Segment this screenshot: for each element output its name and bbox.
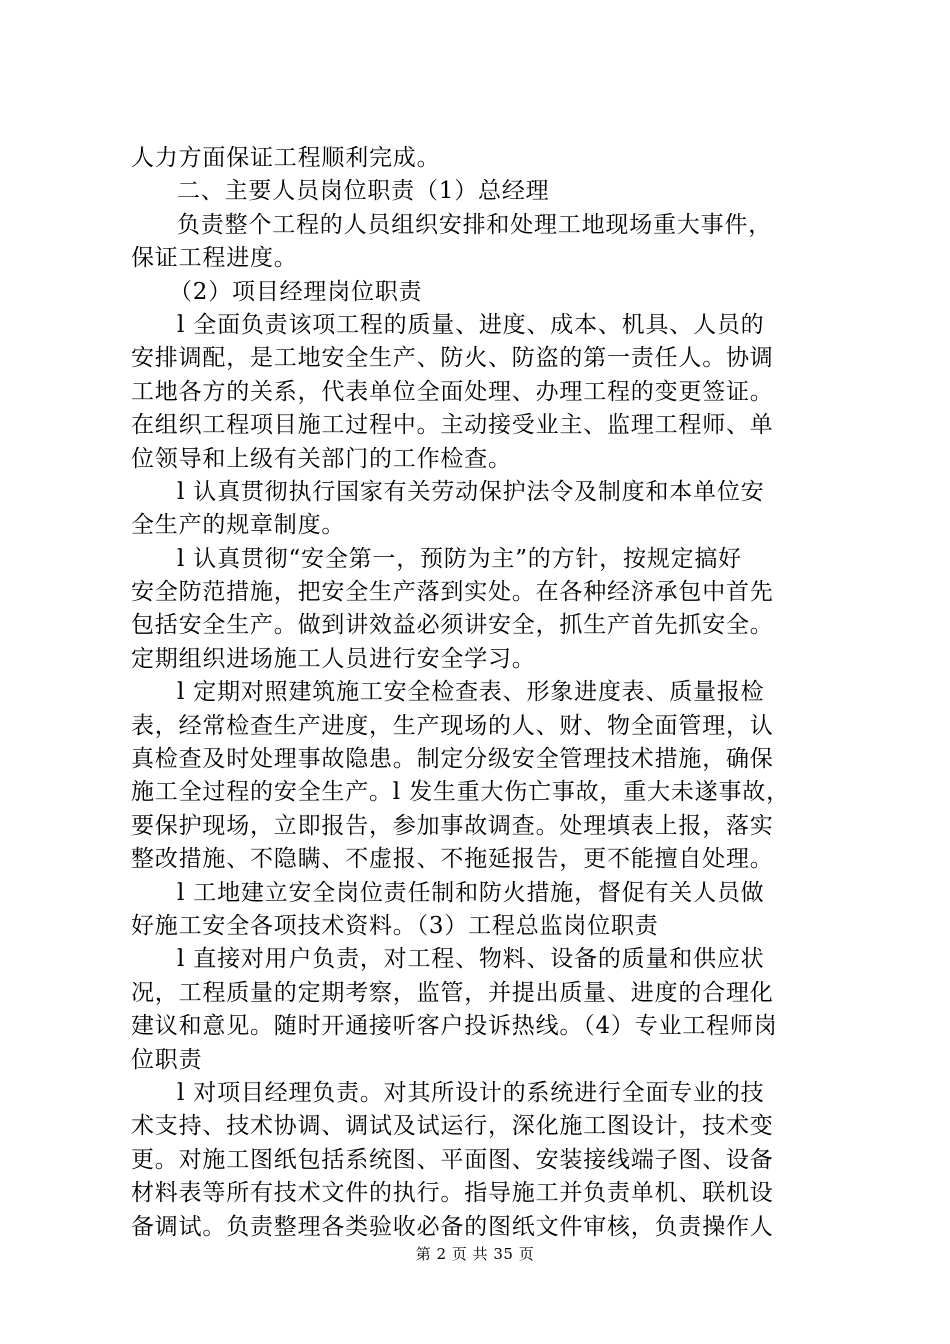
text-line: 术支持、技术协调、调试及试运行，深化施工图设计，技术变 bbox=[131, 1113, 774, 1140]
text-line: 在组织工程项目施工过程中。主动接受业主、监理工程师、单 bbox=[131, 412, 774, 439]
text-line: 备调试。负责整理各类验收必备的图纸文件审核，负责操作人 bbox=[131, 1213, 774, 1240]
text-line: 更。对施工图纸包括系统图、平面图、安装接线端子图、设备 bbox=[131, 1146, 774, 1173]
text-line: 好施工安全各项技术资料。（3）工程总监岗位职责 bbox=[131, 912, 659, 939]
text-line: l 定期对照建筑施工安全检查表、形象进度表、质量报检 bbox=[177, 679, 765, 706]
text-line: 位职责 bbox=[131, 1046, 203, 1073]
text-line: 安全防范措施，把安全生产落到实处。在各种经济承包中首先 bbox=[131, 579, 774, 606]
text-line: l 工地建立安全岗位责任制和防火措施，督促有关人员做 bbox=[177, 879, 765, 906]
subsection-heading: （2）项目经理岗位职责 bbox=[169, 278, 423, 305]
text-line: 全生产的规章制度。 bbox=[131, 512, 346, 539]
text-line: 安排调配，是工地安全生产、防火、防盗的第一责任人。协调 bbox=[131, 345, 774, 372]
text-line: 况，工程质量的定期考察，监管，并提出质量、进度的合理化 bbox=[131, 979, 774, 1006]
text-line: l 全面负责该项工程的质量、进度、成本、机具、人员的 bbox=[177, 311, 765, 338]
text-line: 保证工程进度。 bbox=[131, 245, 298, 272]
document-body bbox=[131, 142, 828, 1244]
text-line: 施工全过程的安全生产。l 发生重大伤亡事故，重大未遂事故， bbox=[131, 779, 790, 806]
page-number-footer: 第 2 页 共 35 页 bbox=[415, 1245, 535, 1263]
text-line: 真检查及时处理事故隐患。制定分级安全管理技术措施，确保 bbox=[131, 746, 774, 773]
text-line: 建议和意见。随时开通接听客户投诉热线。（4）专业工程师岗 bbox=[131, 1013, 778, 1040]
text-line: 工地各方的关系，代表单位全面处理、办理工程的变更签证。 bbox=[131, 378, 774, 405]
text-line: 材料表等所有技术文件的执行。指导施工并负责单机、联机设 bbox=[131, 1180, 774, 1207]
text-line: l 认真贯彻执行国家有关劳动保护法令及制度和本单位安 bbox=[177, 478, 765, 505]
text-line: l 对项目经理负责。对其所设计的系统进行全面专业的技 bbox=[177, 1079, 765, 1106]
text-line: 人力方面保证工程顺利完成。 bbox=[131, 145, 441, 171]
section-heading: 二、主要人员岗位职责（1）总经理 bbox=[177, 178, 550, 205]
text-line: 位领导和上级有关部门的工作检查。 bbox=[131, 445, 512, 472]
text-line: 表，经常检查生产进度，生产现场的人、财、物全面管理，认 bbox=[131, 712, 774, 739]
text-line: 定期组织进场施工人员进行安全学习。 bbox=[131, 645, 536, 672]
text-line: l 直接对用户负责，对工程、物料、设备的质量和供应状 bbox=[177, 946, 765, 973]
text-line: 要保护现场，立即报告，参加事故调查。处理填表上报，落实 bbox=[131, 812, 774, 839]
text-line: 负责整个工程的人员组织安排和处理工地现场重大事件， bbox=[177, 211, 772, 238]
text-line: 整改措施、不隐瞒、不虚报、不拖延报告，更不能擅自处理。 bbox=[131, 846, 774, 873]
text-line: 包括安全生产。做到讲效益必须讲安全，抓生产首先抓安全。 bbox=[131, 612, 774, 639]
text-line: l 认真贯彻“安全第一，预防为主”的方针，按规定搞好 bbox=[177, 545, 742, 572]
